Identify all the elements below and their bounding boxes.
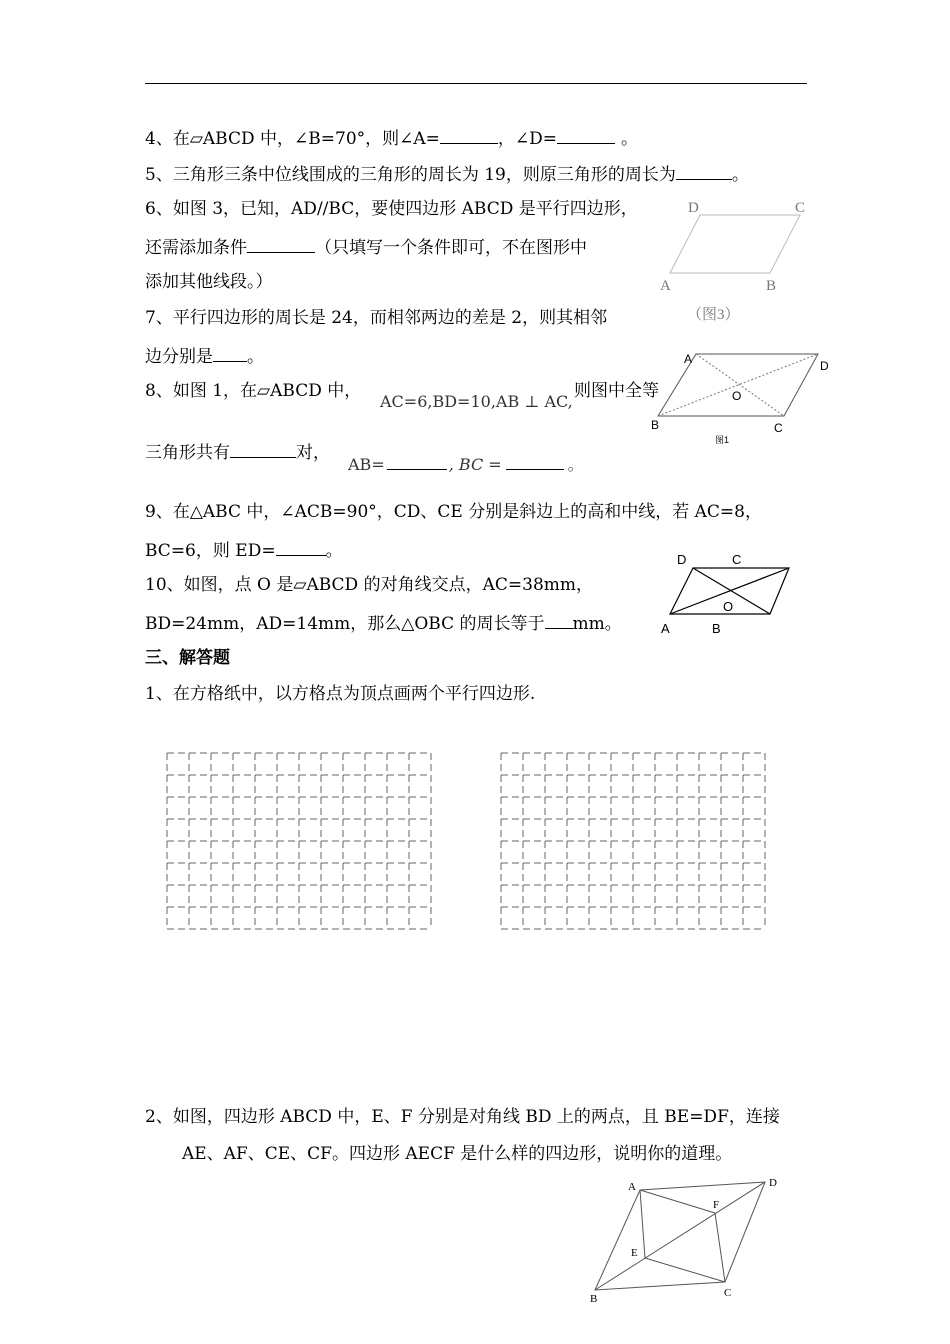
fig3-label-a: A [660, 278, 671, 294]
question-6-line-3: 添加其他线段。） [145, 272, 273, 292]
figure-q10 [655, 548, 805, 638]
q8-ab-label: AB= [348, 455, 385, 474]
q8-text-e: 对， [296, 443, 330, 463]
q7-text: 边分别是 [145, 347, 213, 367]
fig-s2-segment-af [640, 1190, 715, 1213]
q4-blank-angle-a[interactable] [440, 127, 498, 144]
q8-blank-ab[interactable] [387, 453, 447, 470]
q10-text-a: 10、如图，点 O 是 [145, 575, 294, 595]
fig1-diagonal-bd [658, 354, 818, 416]
grid-paper-right[interactable] [500, 752, 766, 930]
q8-text-d: 三角形共有 [145, 443, 230, 463]
q10-blank-perimeter[interactable] [545, 612, 573, 629]
solution-2-line-1: 2、如图，四边形 ABCD 中，E、F 分别是对角线 BD 上的两点，且 BE=DF，连接 [145, 1107, 780, 1127]
question-6-line-2 [145, 236, 587, 258]
q10-text-d: mm。 [572, 614, 622, 634]
q8-ab-bc [348, 452, 584, 475]
fig1-diagonal-ac [696, 354, 784, 416]
q4-text-sep: ，∠D= [497, 129, 558, 149]
q9-text-end: 。 [325, 541, 343, 561]
q8-blank-pairs[interactable] [230, 441, 296, 458]
parallelogram-symbol: ▱ [293, 575, 307, 595]
q4-blank-angle-d[interactable] [557, 127, 615, 144]
fig3-label-c: C [795, 200, 806, 216]
q5-text-end: 。 [731, 165, 749, 185]
fig-s2-segment-ce [645, 1258, 725, 1282]
question-4 [145, 127, 638, 149]
q8-text-c: 则图中全等 [574, 381, 659, 401]
question-8-line-2 [145, 441, 330, 463]
parallelogram-symbol: ▱ [257, 381, 271, 401]
fig10-label-b: B [712, 621, 721, 636]
q7-blank-sides[interactable] [213, 345, 247, 362]
q4-text-end: 。 [621, 129, 639, 149]
q9-blank-ed[interactable] [276, 539, 326, 556]
question-7-line-2 [145, 345, 264, 367]
header-rule [145, 83, 807, 84]
q8-text-b: ABCD 中， [270, 381, 362, 401]
solution-1-text: 1、在方格纸中，以方格点为顶点画两个平行四边形. [145, 684, 536, 704]
fig-s2-label-f: F [713, 1199, 720, 1211]
q10-text-c: BD=24mm，AD=14mm，那么△OBC 的周长等于 [145, 614, 545, 634]
q6-text-b: （只填写一个条件即可，不在图形中 [315, 238, 587, 258]
fig-s2-segment-cf [715, 1213, 725, 1282]
q5-blank-perimeter[interactable] [676, 163, 732, 180]
fig1-label-b: B [651, 418, 660, 432]
fig10-label-d: D [677, 552, 687, 567]
fig1-label-d: D [820, 359, 829, 373]
question-9-line-2 [145, 539, 343, 561]
fig-s2-segment-ae [640, 1190, 645, 1258]
fig3-parallelogram [670, 215, 800, 273]
fig-s2-label-d: D [769, 1177, 777, 1189]
parallelogram-symbol: ▱ [189, 129, 203, 149]
figure-1 [648, 348, 838, 448]
question-9-line-1: 9、在△ABC 中，∠ACB=90°，CD、CE 分别是斜边上的高和中线，若 AC=8， [145, 502, 762, 522]
q9-text: BC=6，则 ED= [145, 541, 276, 561]
figure-3 [655, 195, 815, 330]
fig-s2-label-c: C [724, 1287, 732, 1299]
question-10-line-2 [145, 612, 622, 634]
fig3-caption: （图3） [687, 307, 740, 323]
question-10-line-1 [145, 575, 593, 595]
q8-blank-bc[interactable] [506, 453, 564, 470]
fig3-label-d: D [688, 200, 699, 216]
question-8-line-1 [145, 381, 361, 401]
fig1-label-o: O [732, 389, 742, 403]
fig1-label-c: C [774, 421, 783, 435]
fig-s2-label-a: A [628, 1181, 636, 1193]
figure-solution-2 [585, 1172, 785, 1302]
solution-2-line-2: AE、AF、CE、CF。四边形 AECF 是什么样的四边形，说明你的道理。 [182, 1144, 733, 1164]
q8-text-a: 8、如图 1，在 [145, 381, 258, 401]
fig1-caption: 图1 [715, 435, 730, 445]
fig10-label-c: C [732, 552, 742, 567]
fig10-label-a: A [661, 621, 670, 636]
q6-text-a: 还需添加条件 [145, 238, 247, 258]
section-3-title: 三、解答题 [145, 648, 230, 668]
q6-blank-condition[interactable] [247, 236, 315, 253]
question-5 [145, 163, 749, 185]
fig-s2-label-e: E [631, 1247, 638, 1259]
q8-text-end: 。 [567, 455, 584, 474]
q8-bc-label: , BC = [448, 455, 502, 474]
fig3-label-b: B [766, 278, 777, 294]
q5-text: 5、三角形三条中位线围成的三角形的周长为 19，则原三角形的周长为 [145, 165, 676, 185]
q10-text-b: ABCD 的对角线交点，AC=38mm， [306, 575, 593, 595]
q7-text-end: 。 [247, 347, 264, 367]
fig1-label-a: A [684, 352, 693, 366]
question-6-line-1: 6、如图 3，已知，AD//BC，要使四边形 ABCD 是平行四边形， [145, 199, 638, 219]
fig-s2-label-b: B [590, 1293, 598, 1302]
q4-text-pre: 4、在 [145, 129, 190, 149]
fig10-label-o: O [723, 599, 734, 614]
question-7-line-1: 7、平行四边形的周长是 24，而相邻两边的差是 2，则其相邻 [145, 308, 608, 328]
fig-s2-diagonal-bd [595, 1182, 765, 1290]
q8-condition: AC=6,BD=10,AB ⊥ AC, [380, 392, 573, 411]
grid-paper-left[interactable] [166, 752, 432, 930]
q4-text-mid: ABCD 中，∠B=70°，则∠A= [202, 129, 440, 149]
